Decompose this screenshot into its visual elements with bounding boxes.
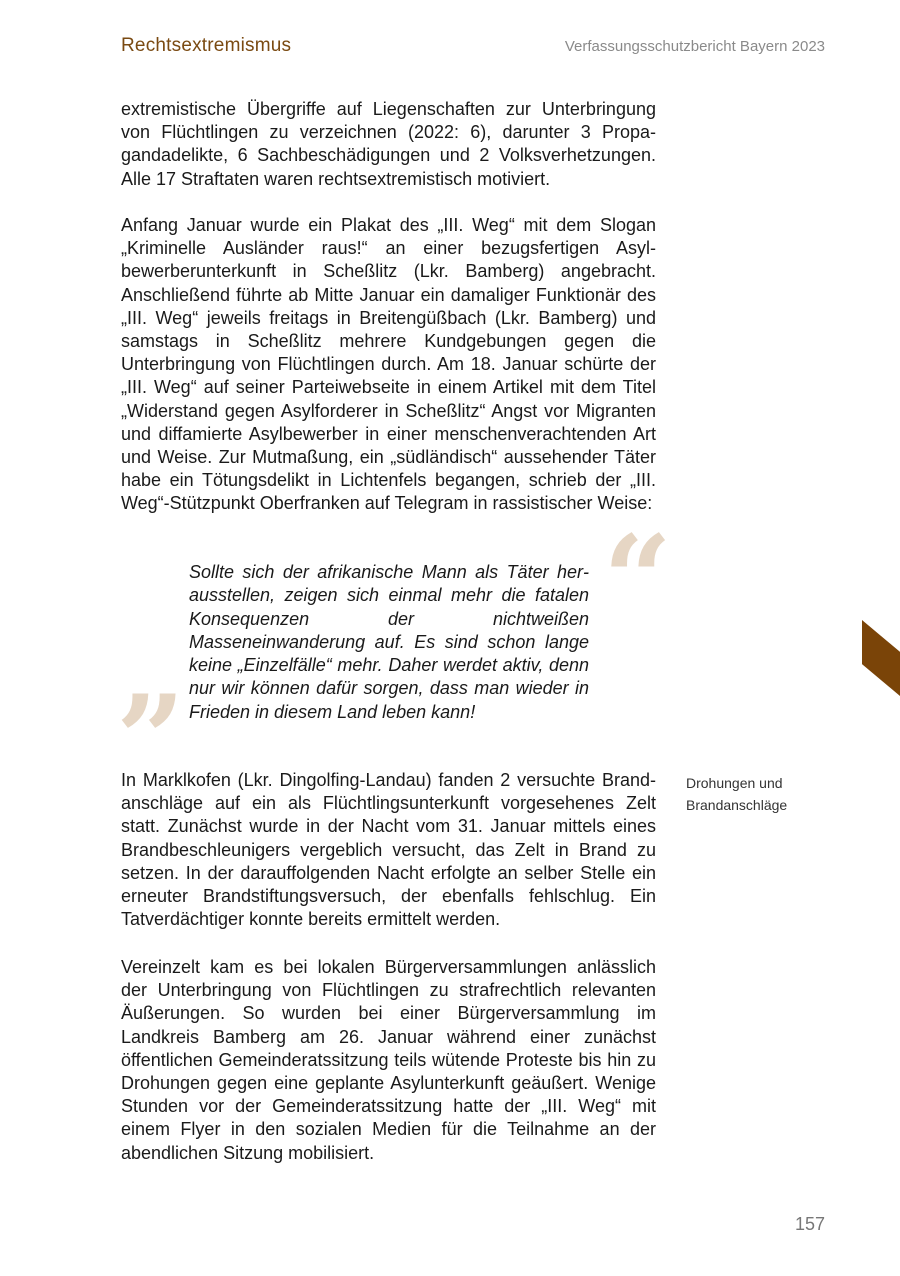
margin-note xyxy=(686,772,836,816)
margin-note-line-1: Drohungen und xyxy=(686,775,783,791)
chapter-tab-marker xyxy=(862,620,900,696)
page-number: 157 xyxy=(794,1214,825,1234)
closing-quote-mark-icon: ” xyxy=(116,669,186,810)
paragraph-2: Anfang Januar wurde ein Plakat des „III. Weg“ mit dem Slogan „Kriminelle Ausländer raus!“ an einer bezugsfertigen Asylbewerberunterkunft in Scheßlitz (Lkr. Bamberg) angebracht. Anschließend führte ab Mitte Januar ein damaliger Funktionär des „III. Weg“ jeweils freitags in Breitengüßbach (Lkr. Bamberg) und samstags in Scheßlitz mehrere Kundgebungen gegen die Unterbringung von Flüchtlingen durch. Am 18. Januar schürte der „III. Weg“ auf seiner Parteiwebseite in einem Artikel mit dem Titel „Widerstand gegen Asylforderer in Scheßlitz“ Angst vor Migranten und diffamierte Asylbewerber in einer menschenverachtenden Art und Weise. Zur Mutmaßung, ein „südländisch“ aussehender Täter habe ein Tötungsdelikt in Lichtenfels begangen, schrieb der „III. Weg“-Stützpunkt Oberfranken auf Telegram in rassistischer Weise: xyxy=(121,215,656,514)
margin-note-line-2: Brandanschläge xyxy=(686,797,788,813)
block-quote: Sollte sich der afrikanische Mann als Täter herausstellen, zeigen sich einmal mehr die fatalen Konsequenzen der nichtweißen Masseneinwanderung auf. Es sind schon lange keine „Einzelfälle“ mehr. Daher werdet aktiv, denn nur wir können dafür sorgen, dass man wieder in Frieden in diesem Land leben kann! xyxy=(189,562,589,722)
section-title: Rechtsextremismus xyxy=(121,35,292,56)
paragraph-3: In Marklkofen (Lkr. Dingolfing-Landau) fanden 2 versuchte Brandanschläge auf ein als Flüchtlingsunterkunft vorgesehenes Zelt statt. Zunächst wurde in der Nacht vom 31. Januar mittels eines Brandbeschleunigers vergeblich versucht, das Zelt in Brand zu setzen. In der darauffolgenden Nacht erfolgte an selber Stelle ein erneuter Brandstiftungsversuch, der ebenfalls fehlschlug. Ein Tatverdächtiger konnte bereits ermittelt werden. xyxy=(121,770,656,930)
paragraph-4: Vereinzelt kam es bei lokalen Bürgerversammlungen anlässlich der Unterbringung von Flüchtlingen zu strafrechtlich relevanten Äußerungen. So wurden bei einer Bürgerversammlung im Landkreis Bamberg am 26. Januar während einer zunächst öffentlichen Gemeinderatssitzung teils wütende Proteste bis hin zu Drohungen gegen eine geplante Asylunterkunft geäußert. Wenige Stunden vor der Gemeinderatssitzung hatte der „III. Weg“ mit einem Flyer in den sozialen Medien für die Teilnahme an der abendlichen Sitzung mobilisiert. xyxy=(121,957,656,1163)
opening-quote-mark-icon: “ xyxy=(603,509,673,650)
report-title: Verfassungsschutzbericht Bayern 2023 xyxy=(564,38,825,55)
paragraph-1: extremistische Übergriffe auf Liegenschaften zur Unterbringung von Flüchtlingen zu verzeichnen (2022: 6), darunter 3 Propagandadelikte, 6 Sachbeschädigungen und 2 Volksverhetzungen. Alle 17 Straftaten waren rechtsextremistisch motiviert. xyxy=(121,99,656,189)
